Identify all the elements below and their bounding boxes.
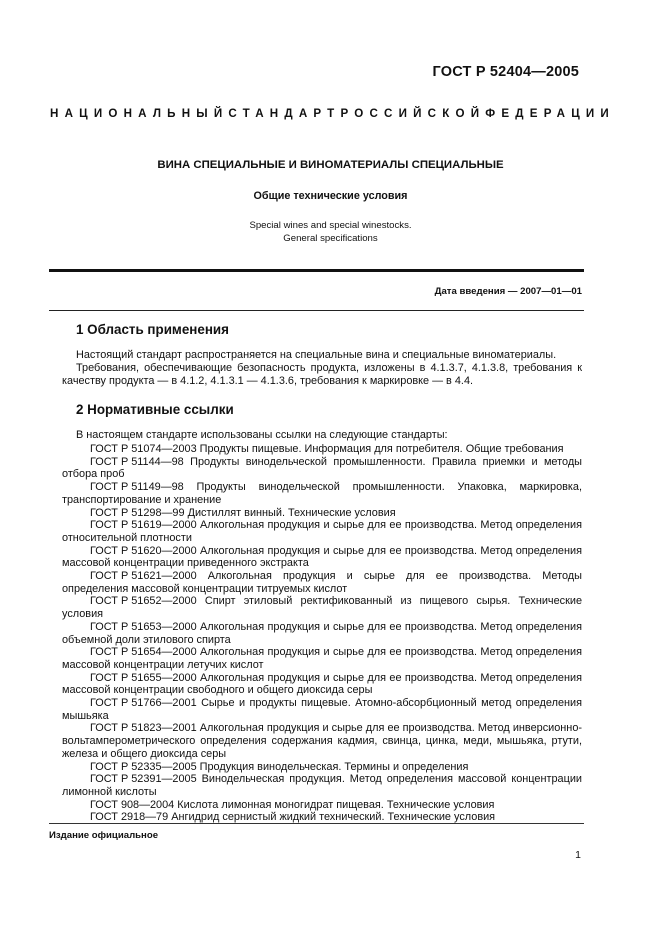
thin-divider: [49, 310, 584, 311]
reference-item: ГОСТ Р 52391—2005 Винодельческая продукция. Метод определения массовой концентрации лимонной кислоты: [62, 773, 583, 798]
section-2-intro: В настоящем стандарте использованы ссылки на следующие стандарты:: [76, 429, 448, 441]
reference-item: ГОСТ Р 51621—2000 Алкогольная продукция и сырье для ее производства. Методы определения массовой концентрации титруемых кислот: [62, 570, 582, 595]
standard-code: ГОСТ Р 52404—2005: [432, 64, 579, 80]
document-title: ВИНА СПЕЦИАЛЬНЫЕ И ВИНОМАТЕРИАЛЫ СПЕЦИАЛЬНЫЕ: [157, 159, 504, 171]
national-standard-banner: [50, 107, 615, 120]
section-1-paragraph-2: Требования, обеспечивающие безопасность продукта, изложены в 4.1.3.7, 4.1.3.8, требования к качеству продукта — в 4.1.2, 4.1.3.1 — 4.1.3.6, требования к маркировке — в 4.4.: [62, 362, 582, 387]
reference-item: ГОСТ Р 51074—2003 Продукты пищевые. Информация для потребителя. Общие требования: [90, 443, 564, 455]
reference-item: ГОСТ Р 52335—2005 Продукция винодельческая. Термины и определения: [90, 760, 469, 773]
document-subtitle: Общие технические условия: [253, 190, 408, 202]
reference-item: ГОСТ Р 51619—2000 Алкогольная продукция и сырье для ее производства. Метод определения относительной плотности: [62, 519, 582, 544]
reference-item: ГОСТ Р 51653—2000 Алкогольная продукция и сырье для ее производства. Метод определения объемной доли этилового спирта: [62, 620, 582, 646]
banner-word: РОССИЙСКОЙ: [340, 107, 486, 120]
page-number: 1: [575, 849, 581, 861]
normative-references-list: [62, 443, 582, 824]
english-title-line-2: General specifications: [283, 233, 378, 244]
banner-word: СТАНДАРТ: [228, 107, 341, 120]
reference-item: ГОСТ Р 51298—99 Дистиллят винный. Технические условия: [90, 506, 396, 519]
reference-item: ГОСТ Р 51652—2000 Спирт этиловый ректификованный из пищевого сырья. Технические условия: [62, 595, 582, 621]
section-1-heading: 1 Область применения: [76, 322, 229, 337]
reference-item: ГОСТ Р 51654—2000 Алкогольная продукция и сырье для ее производства. Метод определения массовой концентрации летучих кислот: [62, 646, 582, 671]
english-title-line-1: Special wines and special winestocks.: [249, 220, 412, 231]
banner-word: ФЕДЕРАЦИИ: [485, 107, 615, 120]
reference-item: ГОСТ Р 51620—2000 Алкогольная продукция и сырье для ее производства. Метод определения массовой концентрации приведенного экстракта: [62, 544, 582, 570]
footer-divider: [49, 823, 584, 824]
banner-word: НАЦИОНАЛЬНЫЙ: [50, 107, 229, 120]
section-1-paragraph-1: Настоящий стандарт распространяется на специальные вина и специальные виноматериалы.: [76, 349, 557, 361]
introduction-date: Дата введения — 2007—01—01: [434, 286, 582, 297]
reference-item: ГОСТ Р 51823—2001 Алкогольная продукция и сырье для ее производства. Метод инверсионно-вольтамперометрического определения содержания кадмия, свинца, цинка, меди, мышьяка, ртути, железа и общего диоксида серы: [62, 722, 583, 760]
reference-item: ГОСТ Р 51655—2000 Алкогольная продукция и сырье для ее производства. Метод определения массовой концентрации свободного и общего диоксида серы: [62, 671, 582, 697]
reference-item: ГОСТ 2918—79 Ангидрид сернистый жидкий технический. Технические условия: [90, 811, 496, 824]
reference-item: ГОСТ Р 51149—98 Продукты винодельческой промышленности. Упаковка, маркировка, транспортирование и хранение: [62, 481, 582, 506]
reference-item: ГОСТ Р 51144—98 Продукты винодельческой промышленности. Правила приемки и методы отбора проб: [62, 455, 582, 481]
reference-item: ГОСТ Р 51766—2001 Сырье и продукты пищевые. Атомно-абсорбционный метод определения мышьяка: [62, 697, 583, 722]
thick-divider: [49, 269, 584, 272]
reference-item: ГОСТ 908—2004 Кислота лимонная моногидрат пищевая. Технические условия: [90, 798, 495, 811]
official-edition-label: Издание официальное: [49, 830, 159, 841]
section-2-heading: 2 Нормативные ссылки: [76, 402, 234, 417]
